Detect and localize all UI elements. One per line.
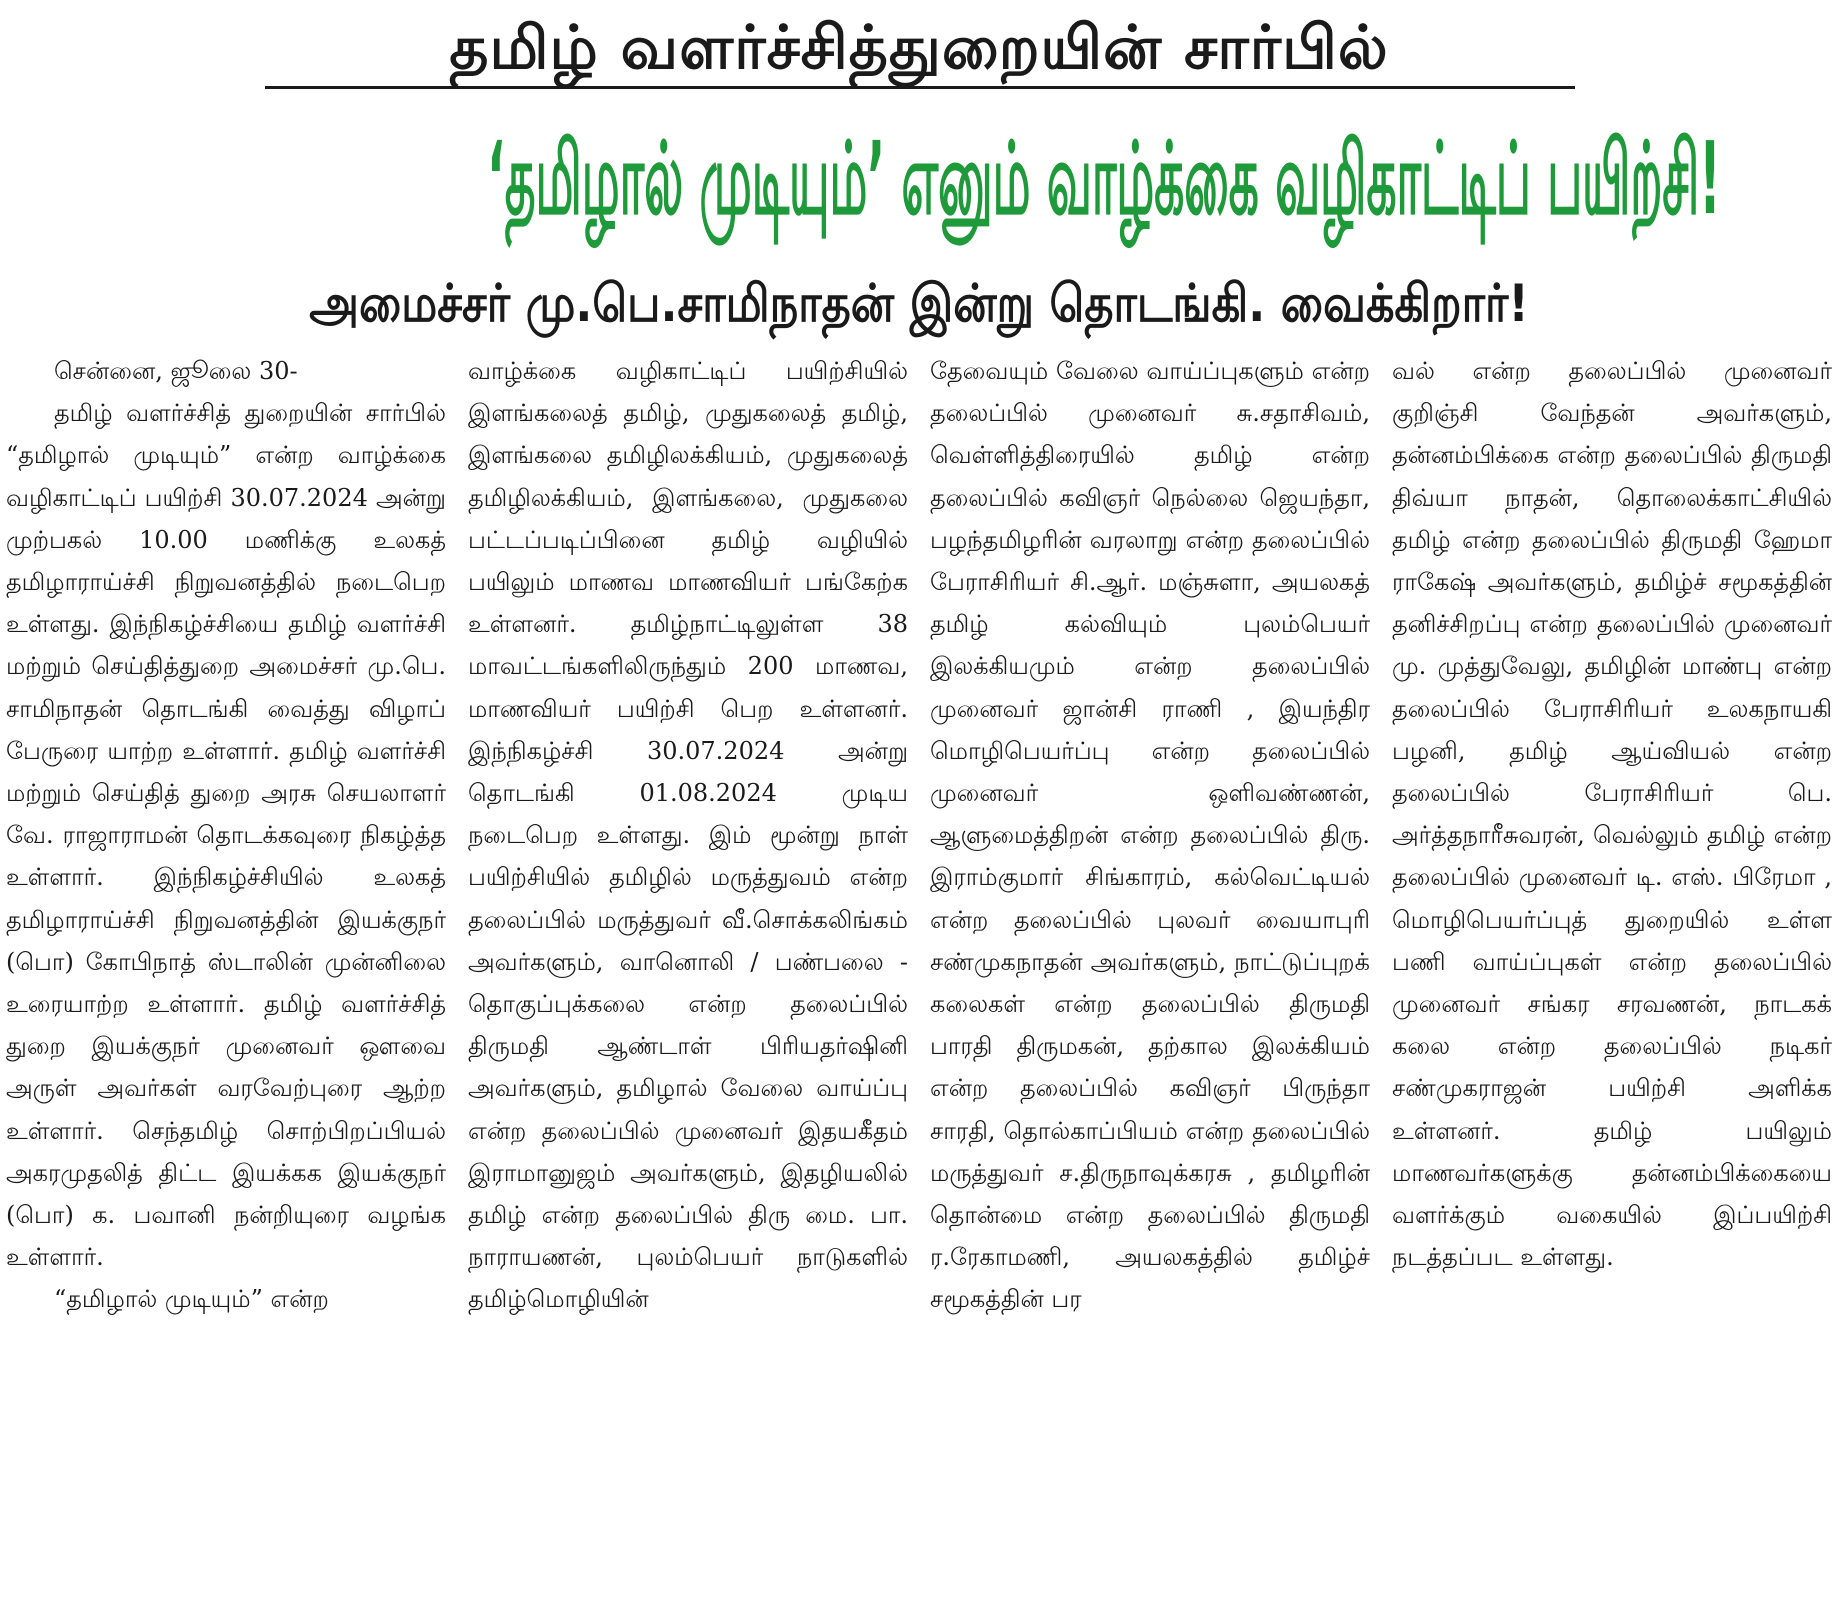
paragraph: வல் என்ற தலைப்பில் முனைவர் குறிஞ்சி வேந்தன் அவர்களும், தன்னம்பிக்கை என்ற தலைப்பில் திருமதி திவ்யா நாதன், தொலைக்காட்சியில் தமிழ் என்ற தலைப்பில் திருமதி ஹேமா ராகேஷ் அவர்களும், தமிழ்ச் சமூகத்தின் தனிச்சிறப்பு என்ற தலைப்பில் முனைவர் மு. முத்துவேலு, தமிழின் மாண்பு என்ற தலைப்பில் பேராசிரியர் உலகநாயகி பழனி, தமிழ் ஆய்வியல் என்ற தலைப்பில் பேராசிரியர் பெ. அர்த்தநாரீசுவரன், வெல்லும் தமிழ் என்ற தலைப்பில் முனைவர் டி. எஸ். பிரேமா , மொழிபெயர்ப்புத் துறையில் உள்ள பணி வாய்ப்புகள் என்ற தலைப்பில் முனைவர் சங்கர சரவணன், நாடகக் கலை என்ற தலைப்பில் நடிகர் சண்முகராஜன் பயிற்சி அளிக்க உள்ளனர். தமிழ் பயிலும் மாணவர்களுக்கு தன்னம்பிக்கையை வளர்க்கும் வகையில் இப்பயிற்சி நடத்தப்பட உள்ளது. [1392, 357, 1832, 1272]
dateline: சென்னை, ஜூலை 30- [54, 357, 298, 385]
column-1 [6, 350, 446, 1600]
article-body [6, 350, 1832, 1600]
column-4 [1392, 350, 1832, 1600]
kicker: தமிழ் வளர்ச்சித்துறையின் சார்பில் [449, 13, 1389, 83]
column-3 [930, 350, 1370, 1600]
paragraph: தமிழ் வளர்ச்சித் துறையின் சார்பில் “தமிழால் முடியும்” என்ற வாழ்க்கை வழிகாட்டிப் பயிற்சி 30.07.2024 அன்று முற்பகல் 10.00 மணிக்கு உலகத் தமிழாராய்ச்சி நிறுவனத்தில் நடைபெற உள்ளது. இந்நிகழ்ச்சியை தமிழ் வளர்ச்சி மற்றும் செய்தித்துறை அமைச்சர் மு.பெ. சாமிநாதன் தொடங்கி வைத்து விழாப் பேருரை யாற்ற உள்ளார். தமிழ் வளர்ச்சி மற்றும் செய்தித் துறை அரசு செயலாளர் வே. ராஜாராமன் தொடக்கவுரை நிகழ்த்த உள்ளார். இந்நிகழ்ச்சியில் உலகத் தமிழாராய்ச்சி நிறுவனத்தின் இயக்குநர் (பொ) கோபிநாத் ஸ்டாலின் முன்னிலை உரையாற்ற உள்ளார். தமிழ் வளர்ச்சித் துறை இயக்குநர் முனைவர் ஔவை அருள் அவர்கள் வரவேற்புரை ஆற்ற உள்ளார். செந்தமிழ் சொற்பிறப்பியல் அகரமுதலித் திட்ட இயக்கக இயக்குநர் (பொ) க. பவானி நன்றியுரை வழங்க உள்ளார். [6, 399, 446, 1272]
subheadline: அமைச்சர் மு.பெ.சாமிநாதன் இன்று தொடங்கி. வைக்கிறார்! [309, 274, 1529, 334]
column-2 [468, 350, 908, 1600]
paragraph: தேவையும் வேலை வாய்ப்புகளும் என்ற தலைப்பில் முனைவர் சு.சதாசிவம், வெள்ளித்திரையில் தமிழ் என்ற தலைப்பில் கவிஞர் நெல்லை ஜெயந்தா, பழந்தமிழரின் வரலாறு என்ற தலைப்பில் பேராசிரியர் சி.ஆர். மஞ்சுளா, அயலகத் தமிழ் கல்வியும் புலம்பெயர் இலக்கியமும் என்ற தலைப்பில் முனைவர் ஜான்சி ராணி , இயந்திர மொழிபெயர்ப்பு என்ற தலைப்பில் முனைவர் ஒளிவண்ணன், ஆளுமைத்திறன் என்ற தலைப்பில் திரு. இராம்குமார் சிங்காரம், கல்வெட்டியல் என்ற தலைப்பில் புலவர் வையாபுரி சண்முகநாதன் அவர்களும், நாட்டுப்புறக் கலைகள் என்ற தலைப்பில் திருமதி பாரதி திருமகன், தற்கால இலக்கியம் என்ற தலைப்பில் கவிஞர் பிருந்தா சாரதி, தொல்காப்பியம் என்ற தலைப்பில் மருத்துவர் ச.திருநாவுக்கரசு , தமிழரின் தொன்மை என்ற தலைப்பில் திருமதி ர.ரேகாமணி, அயலகத்தில் தமிழ்ச் சமூகத்தின் பர [930, 357, 1370, 1314]
paragraph: “தமிழால் முடியும்” என்ற [54, 1285, 329, 1314]
paragraph: வாழ்க்கை வழிகாட்டிப் பயிற்சியில் இளங்கலைத் தமிழ், முதுகலைத் தமிழ், இளங்கலை தமிழிலக்கியம், முதுகலைத் தமிழிலக்கியம், இளங்கலை, முதுகலை பட்டப்படிப்பினை தமிழ் வழியில் பயிலும் மாணவ மாணவியர் பங்கேற்க உள்ளனர். தமிழ்நாட்டிலுள்ள 38 மாவட்டங்களிலிருந்தும் 200 மாணவ, மாணவியர் பயிற்சி பெற உள்ளனர். இந்நிகழ்ச்சி 30.07.2024 அன்று தொடங்கி 01.08.2024 முடிய நடைபெற உள்ளது. இம் மூன்று நாள் பயிற்சியில் தமிழில் மருத்துவம் என்ற தலைப்பில் மருத்துவர் வீ.சொக்கலிங்கம் அவர்களும், வானொலி / பண்பலை - தொகுப்புக்கலை என்ற தலைப்பில் திருமதி ஆண்டாள் பிரியதர்ஷினி அவர்களும், தமிழால் வேலை வாய்ப்பு என்ற தலைப்பில் முனைவர் இதயகீதம் இராமானுஜம் அவர்களும், இதழியலில் தமிழ் என்ற தலைப்பில் திரு மை. பா. நாராயணன், புலம்பெயர் நாடுகளில் தமிழ்மொழியின் [468, 357, 908, 1314]
headline: ‘தமிழால் முடியும்’ எனும் வாழ்க்கை வழிகாட்டிப் பயிற்சி! [487, 120, 1721, 237]
kicker-underline [265, 86, 1575, 89]
